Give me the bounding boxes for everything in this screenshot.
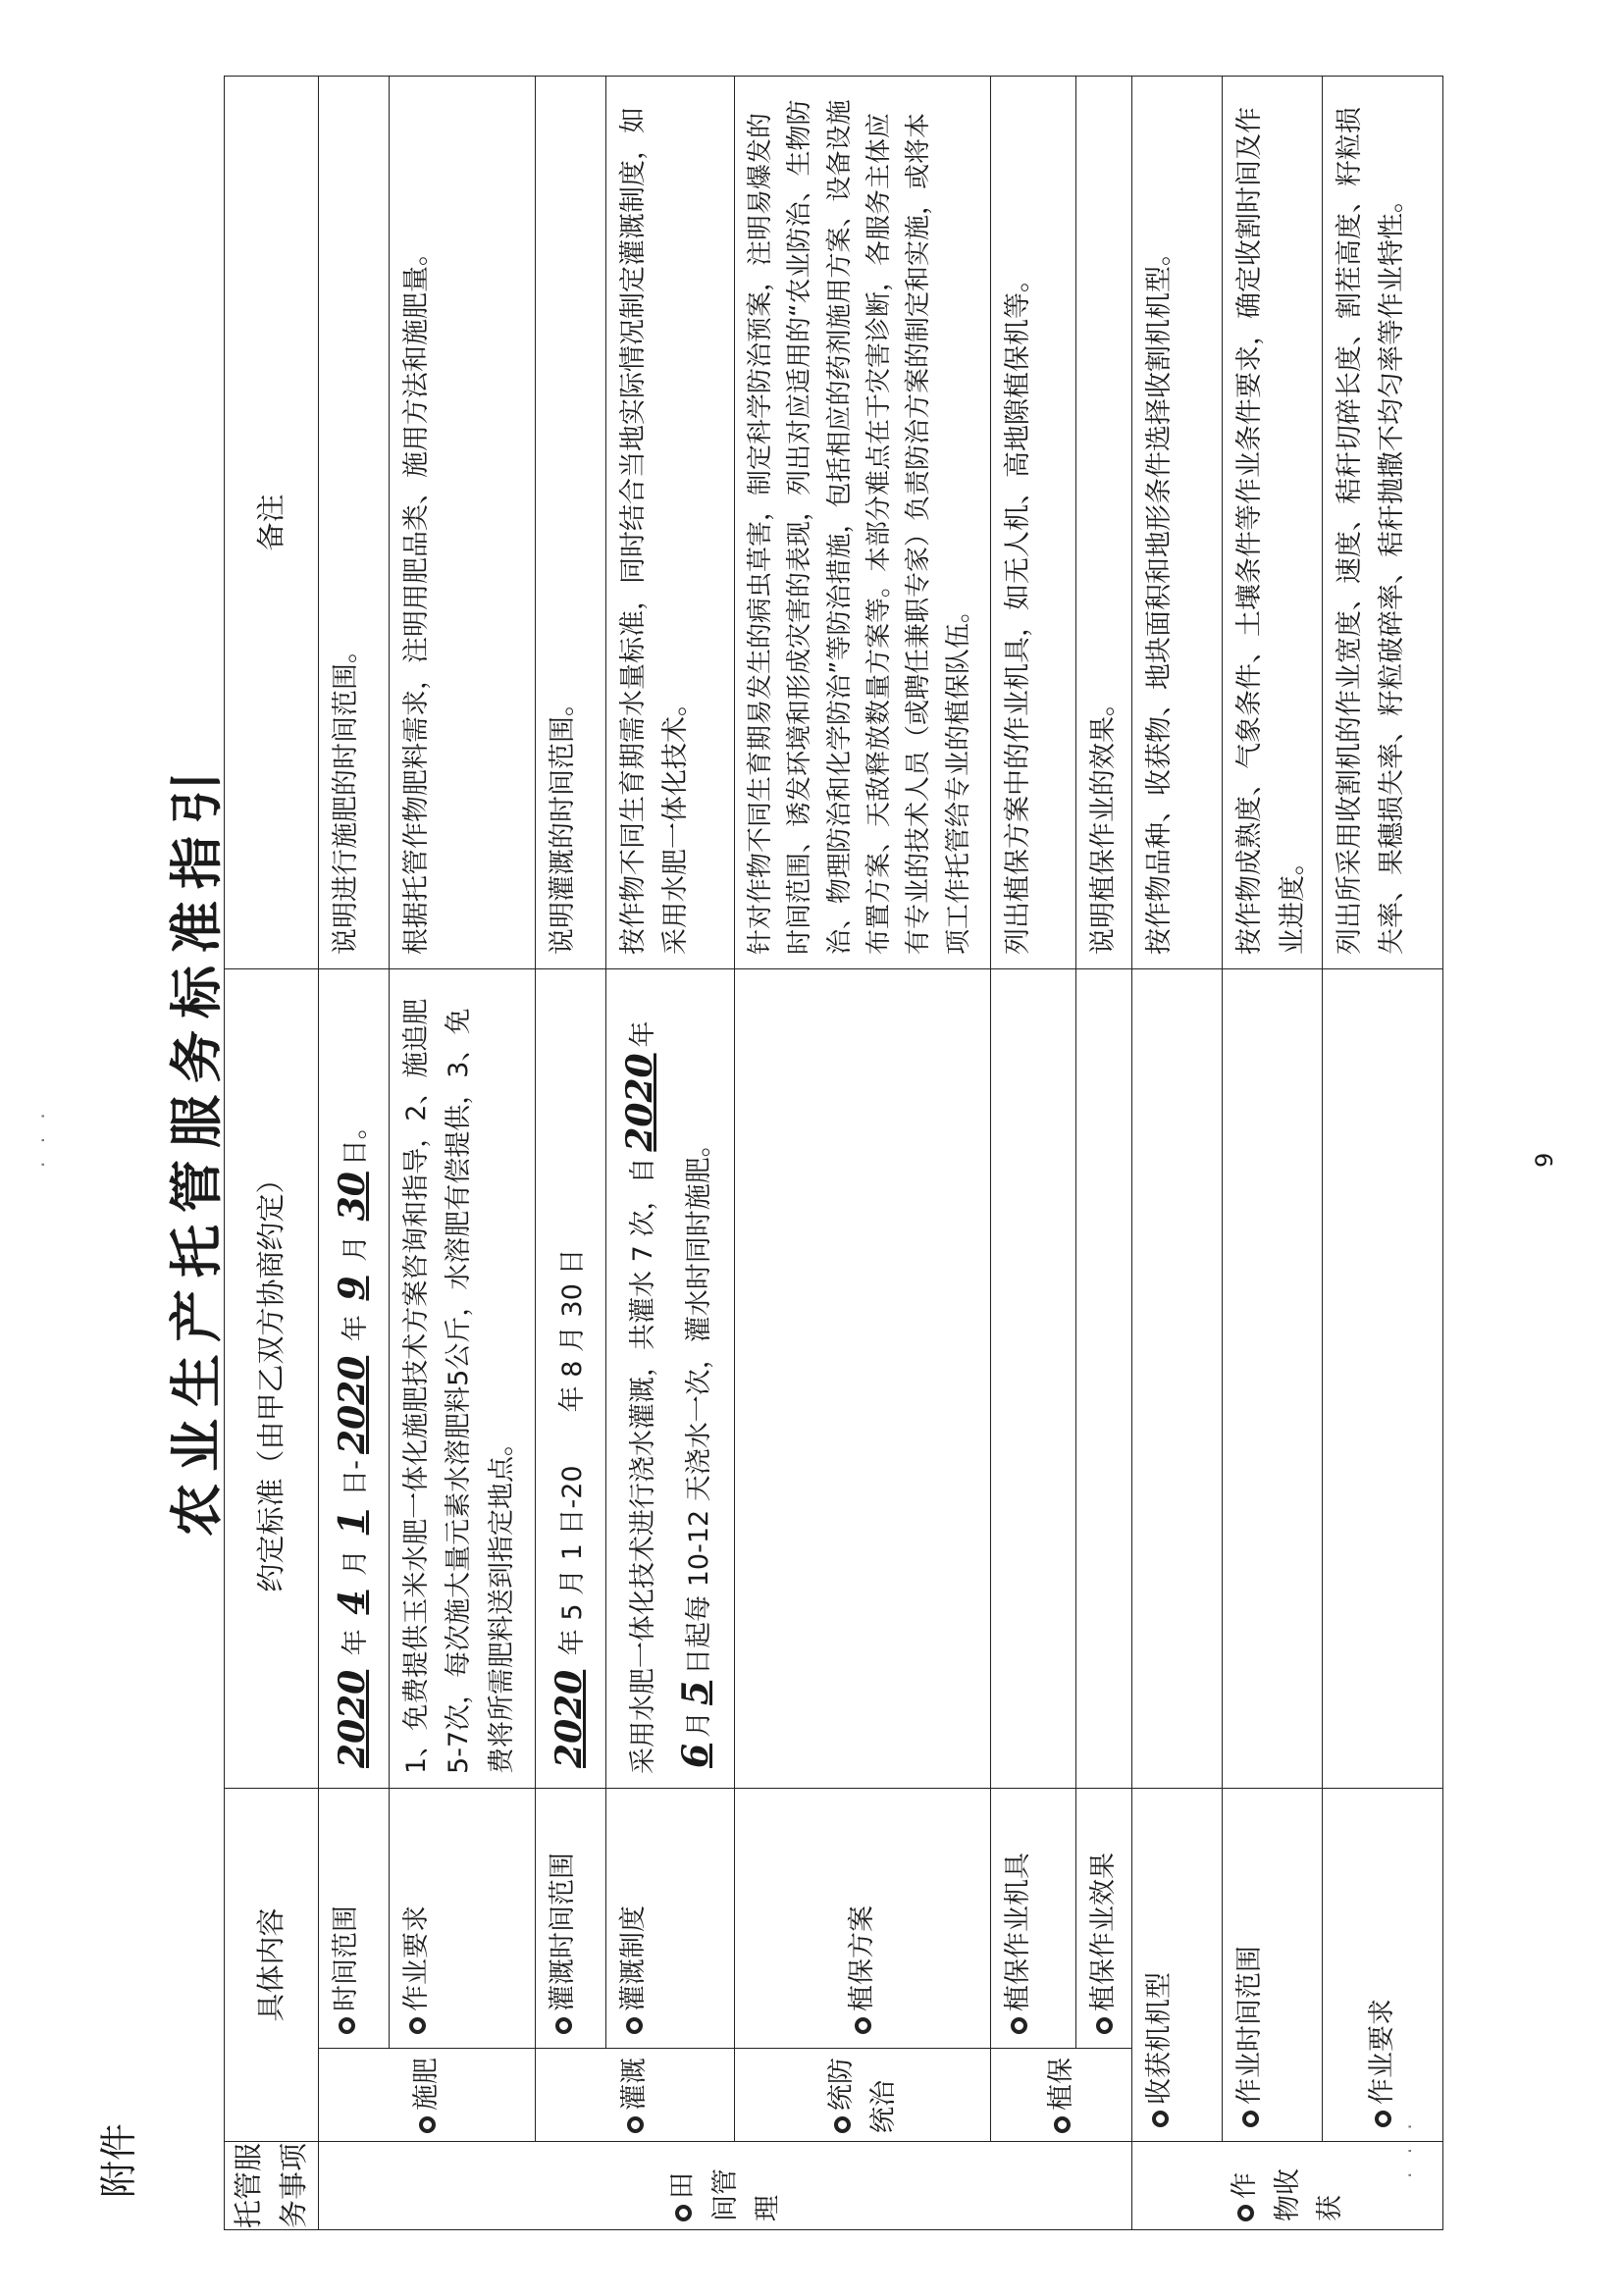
header-remarks: 备注 [225,76,319,968]
sub-irrigation: 灌溉 [535,2049,734,2142]
table-row [535,76,605,2229]
remark-fert-req: 根据托管作物肥料需求，注明用肥品类、施用方法和施肥量。 [390,76,535,968]
table-row [390,76,535,2229]
standard-pp-effect [1075,968,1132,1788]
remark-pp-effect: 说明植保作业的效果。 [1075,76,1132,968]
standard-hv-req [1323,968,1443,1788]
sub-fertilizing: 施肥 [318,2049,535,2142]
remark-irr-time: 说明灌溉的时间范围。 [535,76,605,968]
header-service-item: 托管服务事项 [225,2142,319,2230]
content-pest-plan: 植保方案 [735,1788,991,2048]
bullet-icon [1375,2111,1391,2127]
remark-fert-time: 说明进行施肥的时间范围。 [318,76,389,968]
content-pp-effect: 植保作业效果 [1075,1788,1132,2048]
standard-pest-plan [735,968,991,1788]
bullet-icon [1152,2111,1169,2127]
table-row [1075,76,1132,2229]
remark-pp-machine: 列出植保方案中的作业机具，如无人机、高地隙植保机等。 [990,76,1075,968]
sub-plant-protection: 植保 [990,2049,1131,2142]
bullet-icon [626,2017,643,2034]
content-irr-time: 灌溉时间范围 [535,1788,605,2048]
standard-pp-machine [990,968,1075,1788]
table-row [1223,76,1323,2229]
attachment-label: 附件 [97,2122,140,2198]
header-row [225,76,319,2229]
remark-irr-sys: 按作物不同生育期需水量标准，同时结合当地实际情况制定灌溉制度，如采用水肥一体化技术。 [605,76,734,968]
content-irr-sys: 灌溉制度 [605,1788,734,2048]
content-hv-time: 作业时间范围 [1223,1788,1323,2141]
bullet-icon [1096,2017,1113,2034]
bullet-icon [555,2017,572,2034]
bullet-icon [1237,2205,1254,2221]
content-fert-req: 作业要求 [390,1788,535,2048]
bullet-icon [339,2017,355,2034]
table-row [605,76,734,2229]
document-title: 农业生产托管服务标准指引 [165,759,228,1537]
group-field-management: 田间管理 [318,2142,1131,2230]
table-row [1323,76,1443,2229]
standard-hv-machine [1132,968,1223,1788]
content-hv-req: 作业要求 [1323,1788,1443,2141]
standard-irr-time: 2020 年 5 月 1 日-20 年 8 月 30 日 [535,968,605,1788]
content-fert-time: 时间范围 [318,1788,389,2048]
bullet-icon [675,2205,692,2221]
side-mark: · · · [1398,2117,1422,2178]
header-content: 具体内容 [225,1788,319,2141]
standard-irr-sys: 采用水肥一体化技术进行浇水灌溉，共灌水 7 次，自2020年 6月5日起每 10-12 天浇水一次，灌水时同时施肥。 [605,968,734,1788]
table-row [990,76,1075,2229]
bullet-icon [1054,2116,1071,2133]
bullet-icon [627,2116,644,2133]
bullet-icon [1011,2017,1027,2034]
content-pp-machine: 植保作业机具 [990,1788,1075,2048]
header-standard: 约定标准（由甲乙双方协商约定） [225,968,319,1788]
group-harvest: 作物收获 [1132,2142,1443,2230]
bullet-icon [855,2017,871,2034]
table-row [318,76,389,2229]
page-number: 9 [1531,1152,1558,1168]
remark-hv-time: 按作物成熟度、气象条件、土壤条件等作业条件要求，确定收割时间及作业进度。 [1223,76,1323,968]
remark-hv-req: 列出所采用收割机的作业宽度、速度、秸秆切碎长度、割茬高度、籽粒损失率、果穗损失率、籽粒破碎率、秸秆抛撒不均匀率等作业特性。 [1323,76,1443,968]
standard-hv-time [1223,968,1323,1788]
table-row [735,76,991,2229]
bullet-icon [409,2017,426,2034]
standard-fert-req: 1、免费提供玉米水肥一体化施肥技术方案咨询和指导，2、施追肥5-7次，每次施大量元素水溶肥料5公斤，水溶肥有偿提供，3、免费将所需肥料送到指定地点。 [390,968,535,1788]
bullet-icon [1242,2111,1259,2127]
bullet-icon [419,2116,436,2133]
remark-hv-machine: 按作物品种、收获物、地块面积和地形条件选择收割机机型。 [1132,76,1223,968]
bullet-icon [834,2116,851,2133]
standard-fert-time: 2020 年 4 月 1 日-2020 年 9 月 30日。 [318,968,389,1788]
top-mark: · · · [31,1107,55,1168]
sub-pest-control: 统防统治 [735,2049,991,2142]
content-hv-machine: 收获机机型 [1132,1788,1223,2141]
table-row [1132,76,1223,2229]
service-standard-table [224,76,1443,2230]
remark-pest-plan: 针对作物不同生育期易发生的病虫草害，制定科学防治预案，注明易爆发的时间范围、诱发环境和形成灾害的表现，列出对应适用的“农业防治、生物防治、物理防治和化学防治”等防治措施，包括相应的药剂施用方案、设备设施布置方案、天敌释放数量方案等。本部分难点在于灾害诊断，各服务主体应有专业的技术人员（或聘任兼职专家）负责防治方案的制定和实施，或将本项工作托管给专业的植保队伍。 [735,76,991,968]
